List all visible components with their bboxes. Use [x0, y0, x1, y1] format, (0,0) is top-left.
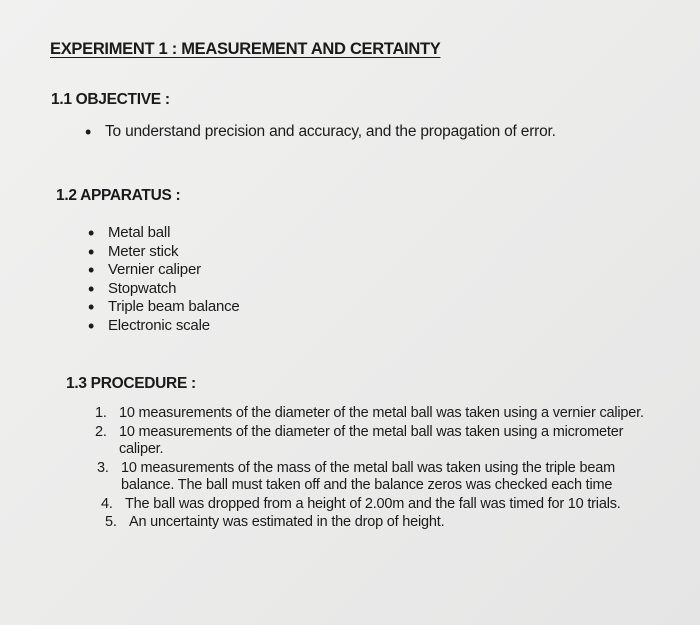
list-item: • Stopwatch: [88, 280, 240, 299]
step-text: The ball was dropped from a height of 2.00m and the fall was timed for 10 trials.: [125, 495, 621, 512]
procedure-list: [95, 405, 685, 533]
step-text: 10 measurements of the diameter of the metal ball was taken using a vernier caliper.: [119, 405, 644, 421]
list-item: • Meter stick: [88, 243, 240, 262]
document-title: EXPERIMENT 1 : MEASUREMENT AND CERTAINTY: [50, 40, 441, 58]
list-item: • Electronic scale: [88, 317, 240, 336]
list-item: • Triple beam balance: [88, 298, 240, 317]
list-item: [105, 514, 685, 532]
step-text: 10 measurements of the mass of the metal ball was taken using the triple beam balance. The ball must taken off and the balance zeros was checked each time: [121, 459, 615, 493]
step-text: 10 measurements of the diameter of the metal ball was taken using a micrometer caliper.: [119, 423, 624, 457]
procedure-heading: 1.3 PROCEDURE :: [66, 375, 196, 392]
apparatus-list: [88, 224, 240, 335]
step-number: 1.: [95, 405, 107, 421]
apparatus-heading: 1.2 APPARATUS :: [56, 187, 181, 204]
list-item: [97, 460, 671, 495]
step-number: 2.: [95, 423, 107, 440]
step-number: 5.: [105, 514, 117, 530]
list-item: [101, 496, 665, 514]
list-item: [95, 405, 685, 423]
step-text: An uncertainty was estimated in the drop of height.: [129, 514, 445, 530]
list-item: • Metal ball: [88, 224, 240, 243]
list-item: [95, 424, 639, 459]
objective-heading: 1.1 OBJECTIVE :: [51, 91, 170, 108]
list-item: • Vernier caliper: [88, 261, 240, 280]
list-item: • To understand precision and accuracy, and the propagation of error.: [85, 123, 556, 141]
objective-list: [85, 123, 556, 141]
step-number: 3.: [97, 459, 109, 476]
step-number: 4.: [101, 495, 113, 512]
